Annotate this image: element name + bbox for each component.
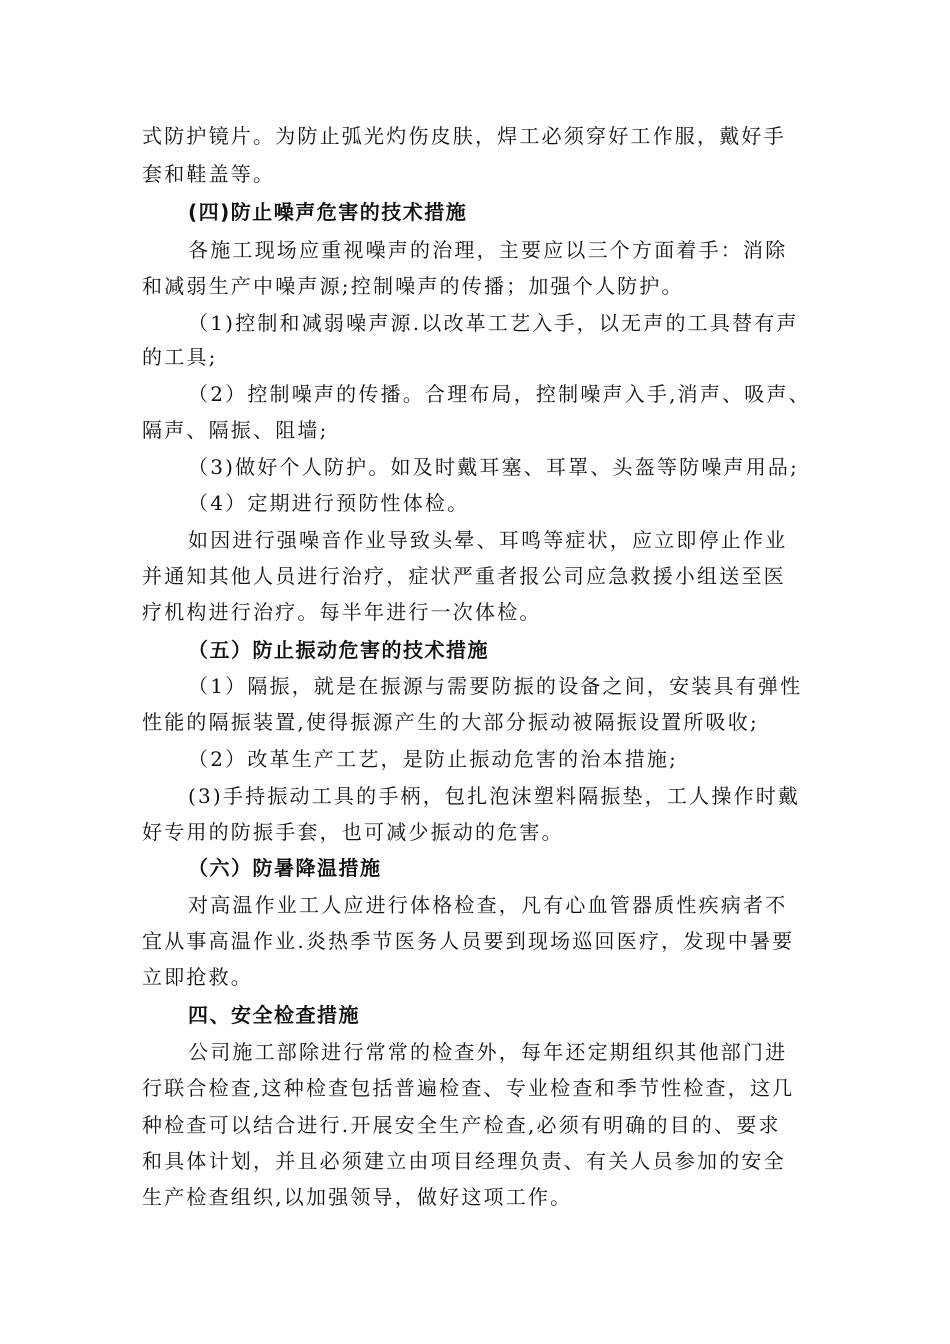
section-heading: （六）防暑降温措施 xyxy=(188,856,382,880)
body-text-line: 各施工现场应重视噪声的治理，主要应以三个方面着手：消除 xyxy=(188,238,788,262)
list-item: (3)手持振动工具的手柄，包扎泡沫塑料隔振垫，工人操作时戴 xyxy=(188,784,801,808)
body-text-line: 性能的隔振装置,使得振源产生的大部分振动被隔振设置所吸收; xyxy=(142,710,759,734)
list-item: （1)控制和减弱噪声源.以改革工艺入手，以无声的工具替有声 xyxy=(188,311,799,335)
list-item: （2）改革生产工艺，是防止振动危害的治本措施; xyxy=(188,747,679,771)
body-text-line: 如因进行强噪音作业导致头晕、耳鸣等症状，应立即停止作业 xyxy=(188,528,788,552)
body-text-line: 的工具; xyxy=(142,345,218,369)
body-text-line: 和具体计划，并且必须建立由项目经理负责、有关人员参加的安全 xyxy=(142,1149,786,1173)
body-text-line: 隔声、隔振、阻墙; xyxy=(142,418,329,442)
list-item: （2）控制噪声的传播。合理布局，控制噪声入手,消声、吸声、 xyxy=(188,382,811,406)
section-heading: 四、安全检查措施 xyxy=(188,1003,360,1027)
body-text-line: 公司施工部除进行常常的检查外，每年还定期组织其他部门进 xyxy=(188,1040,788,1064)
body-text-line: 生产检查组织,以加强领导，做好这项工作。 xyxy=(142,1185,573,1209)
section-heading: （五）防止振动危害的技术措施 xyxy=(188,638,489,662)
body-text-line: 宜从事高温作业.炎热季节医务人员要到现场巡回医疗，发现中暑要 xyxy=(142,929,795,953)
section-heading: (四)防止噪声危害的技术措施 xyxy=(188,200,468,224)
list-item: （4）定期进行预防性体检。 xyxy=(188,491,470,515)
body-text-line: 对高温作业工人应进行体格检查，凡有心血管器质性疾病者不 xyxy=(188,893,788,917)
body-text-line: 好专用的防振手套，也可减少振动的危害。 xyxy=(142,820,564,844)
body-text-line: 套和鞋盖等。 xyxy=(142,162,276,186)
body-text-line: 并通知其他人员进行治疗，症状严重者报公司应急救援小组送至医 xyxy=(142,564,786,588)
list-item: （3)做好个人防护。如及时戴耳塞、耳罩、头盔等防噪声用品; xyxy=(188,455,800,479)
body-text-line: 立即抢救。 xyxy=(142,965,253,989)
body-text-line: 和减弱生产中噪声源;控制噪声的传播；加强个人防护。 xyxy=(142,274,684,298)
body-text-line: 疗机构进行治疗。每半年进行一次体检。 xyxy=(142,600,542,624)
body-text-line: 行联合检查,这种检查包括普遍检查、专业检查和季节性检查，这几 xyxy=(142,1076,795,1100)
body-text-line: 式防护镜片。为防止弧光灼伤皮肤，焊工必须穿好工作服，戴好手 xyxy=(142,124,786,148)
list-item: （1）隔振，就是在振源与需要防振的设备之间，安装具有弹性 xyxy=(188,674,803,698)
body-text-line: 种检查可以结合进行.开展安全生产检查,必须有明确的目的、要求 xyxy=(142,1113,781,1137)
